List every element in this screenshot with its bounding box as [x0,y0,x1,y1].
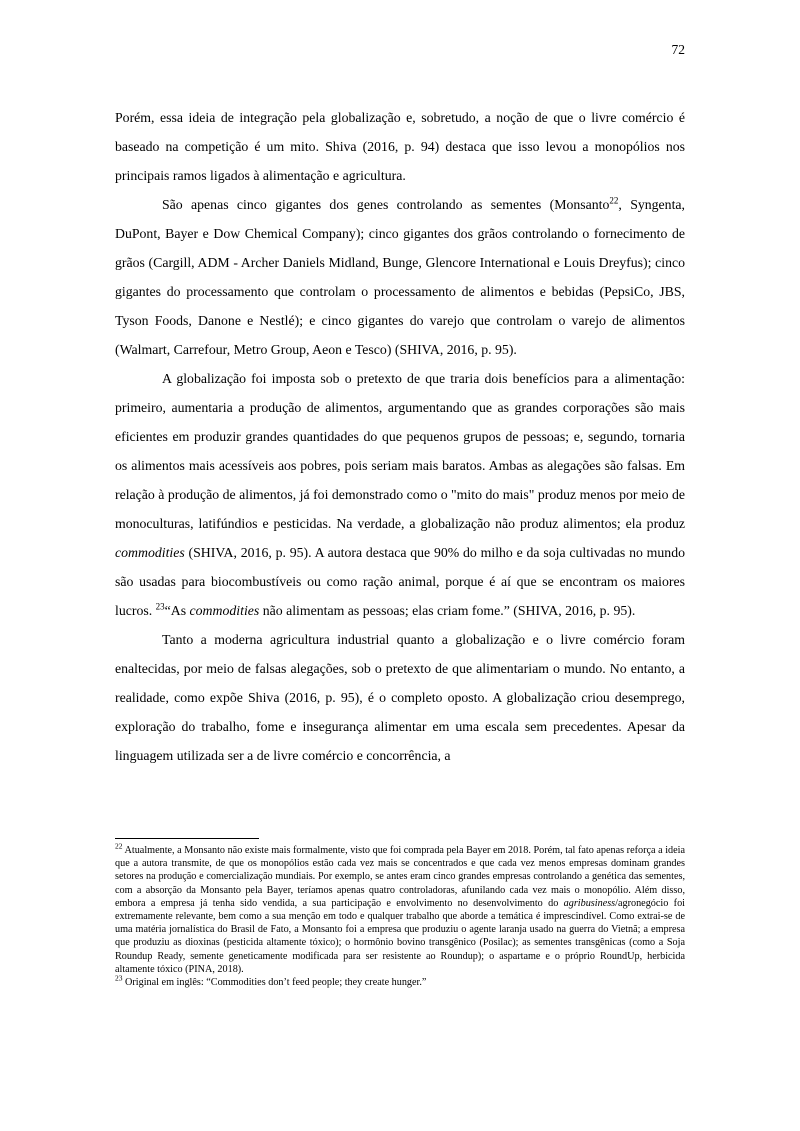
paragraph [115,625,685,770]
footnote-marker: 23 [115,973,123,983]
italic-text-run: agribusiness [563,897,616,909]
italic-text-run: commodities [115,545,185,560]
footnote-reference: 22 [609,195,619,206]
text-run: A globalização foi imposta sob o pretexto de que traria dois benefícios para a alimentação: primeiro, aumentaria a produção de alimentos, argumentando que as grandes corporações são mais eficientes em produzir grandes quantidades do que pequenos grupos de pessoas; e, segundo, tornaria os alimentos mais acessíveis aos pobres, pois seriam mais baratos. Ambas as alegações são falsas. Em relação à produção de alimentos, já foi demonstrado como o "mito do mais" produz menos por meio de monoculturas, latifúndios e pesticidas. Na verdade, a globalização não produz alimentos; ela produz [115,371,685,531]
text-run: (SHIVA, 2016, p. 95). A autora destaca que 90% do milho e da soja cultivadas no mundo são usadas para biocombustíveis ou como ração animal, porque é aí que se encontram os maiores lucros. [115,545,685,618]
footnote-reference: 23 [155,601,165,612]
text-run: São apenas cinco gigantes dos genes controlando as sementes (Monsanto [162,197,610,212]
text-run: Atualmente, a Monsanto não existe mais formalmente, visto que foi comprada pela Bayer em 2018. Porém, tal fato apenas reforça a ideia que a autora transmite, de que os monopólios estão cada vez mais se concentrados e que cada vez menos empresas dominam grandes setores na produção e comercialização mundiais. Por exemplo, se antes eram cinco grandes empresas controlando a genética das sementes, com a absorção da Monsanto pela Bayer, teríamos apenas quatro controladoras, afunilando cada vez mais o monopólio. Além disso, embora a empresa já tenha sido vendida, a sua participação e envolvimento no desenvolvimento do [115,845,685,909]
paragraph [115,190,685,364]
text-run: Tanto a moderna agricultura industrial quanto a globalização e o livre comércio foram enaltecidas, por meio de falsas alegações, sob o pretexto de que alimentariam o mundo. No entanto, a realidade, como expõe Shiva (2016, p. 95), é o completo oposto. A globalização criou desemprego, exploração do trabalho, fome e insegurança alimentar em uma escala sem precedentes. Apesar da linguagem utilizada ser a de livre comércio e concorrência, a [115,632,685,763]
footnote [115,973,685,989]
text-run: “As [164,603,190,618]
text-run: Original em inglês: “Commodities don’t feed people; they create hunger.” [122,977,427,989]
footnote-marker: 22 [115,841,123,851]
body-paragraphs [115,103,685,770]
text-run: Porém, essa ideia de integração pela globalização e, sobretudo, a noção de que o livre comércio é baseado na competição é um mito. Shiva (2016, p. 94) destaca que isso levou a monopólios nos principais ramos ligados à alimentação e agricultura. [115,110,685,183]
footnotes [115,841,685,989]
paragraph [115,103,685,190]
text-run: não alimentam as pessoas; elas criam fome.” (SHIVA, 2016, p. 95). [259,603,636,618]
page-number: 72 [671,42,685,57]
text-run: /agronegócio foi extremamente relevante, bem como a sua menção em todo e qualquer trabalho que aborde a temática é imprescindível. Como extrai-se de uma matéria jornalística do Brasil de Fato, a Monsanto foi a empresa que produziu o agente laranja usado na guerra do Vietnã; a empresa que produziu as dioxinas (pesticida altamente tóxico); o hormônio bovino transgênico (Posilac); as sementes transgênicas (como a Soja Roundup Ready, semente geneticamente modificada para ser resistente ao Roundup); o aspartame e o próprio RoundUp, herbicida altamente tóxico (PINA, 2018). [115,897,685,975]
footnote-separator [115,838,259,839]
text-run: , Syngenta, DuPont, Bayer e Dow Chemical Company); cinco gigantes dos grãos controlando o fornecimento de grãos (Cargill, ADM - Archer Daniels Midland, Bunge, Glencore International e Louis Dreyfus); cinco gigantes do processamento que controlam o processamento de alimentos e bebidas (PepsiCo, JBS, Tyson Foods, Danone e Nestlé); e cinco gigantes do varejo que controlam o varejo de alimentos (Walmart, Carrefour, Metro Group, Aeon e Tesco) (SHIVA, 2016, p. 95). [115,197,685,357]
footnote [115,841,685,976]
italic-text-run: commodities [189,603,260,618]
paragraph [115,364,685,625]
